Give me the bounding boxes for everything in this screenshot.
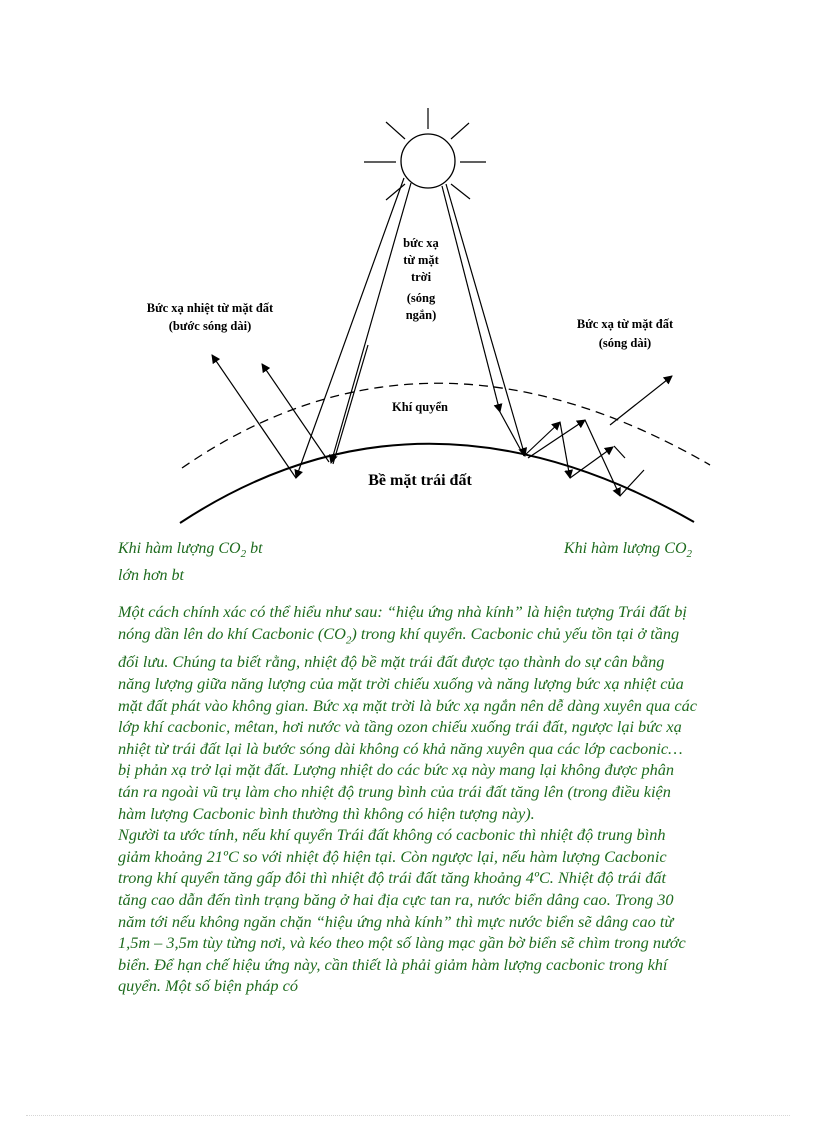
footer-divider [26,1115,790,1116]
solar-label-line5: ngắn) [405,308,437,322]
caption-row [118,538,698,588]
caption-right-sub: 2 [686,548,692,561]
right-trapped-rays [500,376,672,496]
solar-label [403,236,439,322]
caption-right-prefix: Khi hàm lượng CO [563,540,687,557]
surface-label: Bề mặt trái đất [368,472,472,489]
solar-label-line4: (sóng [406,291,436,305]
diagram-canvas [0,0,816,540]
caption-left-sub: 2 [240,548,247,561]
atmosphere-label: Khí quyển [392,400,448,414]
right-radiation-label [577,317,674,350]
solar-label-line1: bức xạ [403,236,439,250]
paragraph-1-a: Một cách chính xác có thể hiểu như sau: “hiệu ứng nhà kính” là hiện tượng Trái đất bị nóng dần lên do khí Cacbonic (CO [118,602,687,643]
body-text [118,601,698,997]
caption-right [564,538,692,565]
solar-label-line3: trời [410,270,432,284]
left-radiation-label [147,301,274,333]
paragraph-1-sub: 2 [345,633,352,646]
caption-left-suffix: bt [246,540,263,557]
caption-left [118,538,318,586]
left-longwave-rays [212,355,329,478]
solar-label-line2: từ mặt [403,253,439,267]
left-label-line1: Bức xạ nhiệt từ mặt đất [146,301,274,315]
sun-icon [364,108,486,200]
paragraph-1-b: ) trong khí quyển. Cacbonic chủ yếu tồn tại ở tầng đối lưu. Chúng ta biết rằng, nhiệt độ bề mặt trái đất được tạo thành do sự cân bằng năng lượng giữa năng lượng của mặt trời chiếu xuống và năng lượng bức xạ nhiệt của mặt đất phát vào không gian. Bức xạ mặt trời là bức xạ ngắn nên dễ dàng xuyên qua các lớp khí cacbonic, mêtan, hơi nước và tầng ozon chiếu xuống trái đất, ngược lại bức xạ nhiệt từ trái đất lại là bước sóng dài không có khả năng xuyên qua các lớp cacbonic… bị phản xạ trở lại mặt đất. Lượng nhiệt do các bức xạ này mang lại không được phân tán ra ngoài vũ trụ làm cho nhiệt độ trung bình của trái đất tăng lên (trong điều kiện hàm lượng Cacbonic bình thường thì không có hiện tượng này). [118,623,697,823]
right-label-line2: (sóng dài) [598,336,652,350]
solar-rays-left [296,178,411,478]
right-label-line1: Bức xạ từ mặt đất [576,317,674,331]
atmosphere-curve [182,383,710,468]
left-label-line2: (bước sóng dài) [168,319,252,333]
paragraph-1 [118,601,698,824]
greenhouse-diagram [0,0,816,540]
paragraph-2: Người ta ước tính, nếu khí quyển Trái đất không có cacbonic thì nhiệt độ trung bình giảm khoảng 21ºC so với nhiệt độ hiện tại. Còn ngược lại, nếu hàm lượng Cacbonic trong khí quyển tăng gấp đôi thì nhiệt độ trái đất tăng khoảng 4ºC. Nhiệt độ trái đất tăng cao dẫn đến tình trạng băng ở hai địa cực tan ra, nước biển dâng cao. Trong 30 năm tới nếu không ngăn chặn “hiệu ứng nhà kính” thì mực nước biển sẽ dâng cao từ 1,5m – 3,5m tùy từng nơi, và kéo theo một số làng mạc gần bờ biển sẽ chìm trong nước biển. Để hạn chế hiệu ứng này, cần thiết là phải giảm hàm lượng cacbonic trong khí quyển. Một số biện pháp có [118,825,686,996]
caption-left-prefix: Khi hàm lượng CO [118,540,241,557]
caption-left-line2: lớn hơn bt [118,567,184,585]
solar-rays-right [442,184,525,456]
